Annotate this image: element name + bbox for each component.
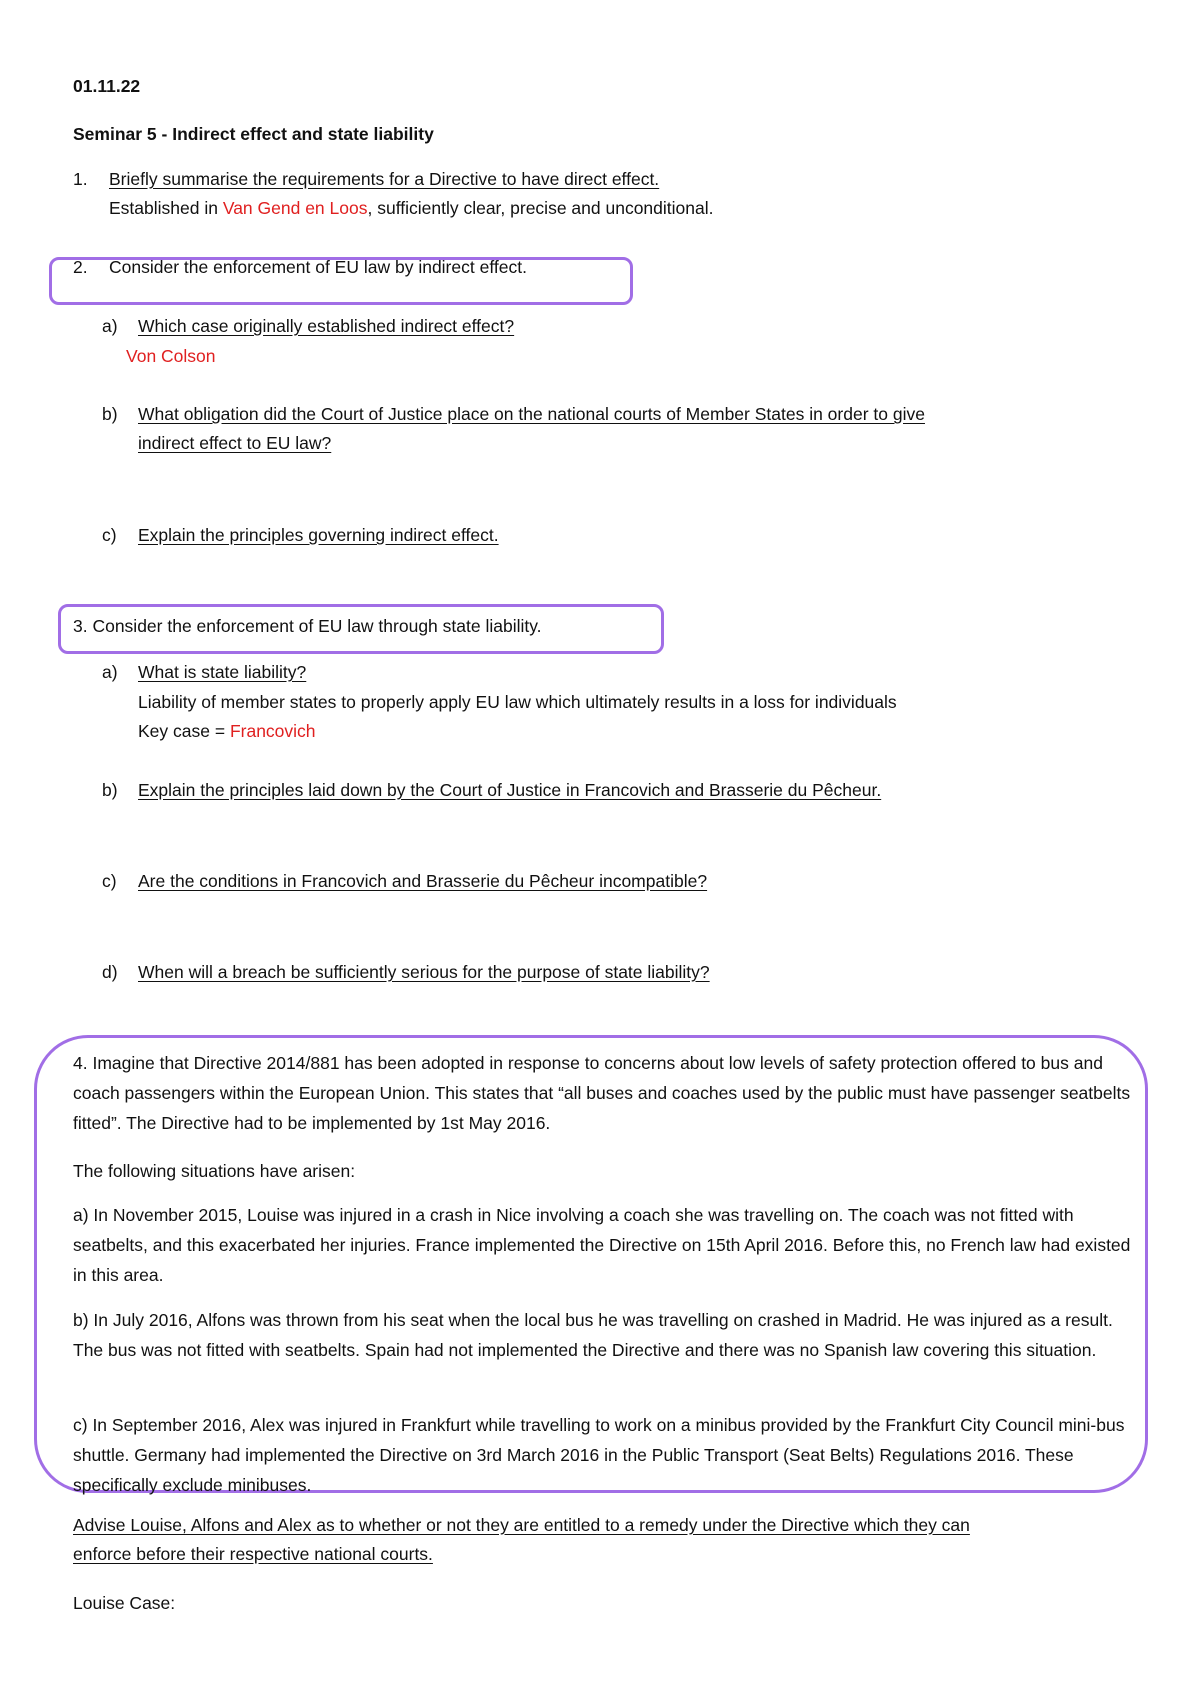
q4-advise-line2: enforce before their respective national courts. <box>73 1544 433 1564</box>
q4-situations-lead: The following situations have arisen: <box>73 1161 356 1181</box>
q1-answer <box>109 198 713 219</box>
q4-intro: 4. Imagine that Directive 2014/881 has been adopted in response to concerns about low levels of safety protection offered to bus and coach passengers within the European Union. This states that “all buses and coaches used by the public must have passenger seatbelts fitted”. The Directive had to be implemented by 1st May 2016. <box>73 1053 1131 1133</box>
q2b-label: b) <box>102 404 118 424</box>
q3d-question: When will a breach be sufficiently serious for the purpose of state liability? <box>138 962 710 982</box>
q2b-question-line2: indirect effect to EU law? <box>138 433 332 453</box>
q3c-question: Are the conditions in Francovich and Brasserie du Pêcheur incompatible? <box>138 871 708 891</box>
q3a-label: a) <box>102 662 118 682</box>
q3a-key-case <box>138 721 316 742</box>
seminar-title: Seminar 5 - Indirect effect and state liability <box>73 124 434 144</box>
q3b-label: b) <box>102 780 118 800</box>
q4-situation-b: b) In July 2016, Alfons was thrown from his seat when the local bus he was travelling on crashed in Madrid. He was injured as a result. The bus was not fitted with seatbelts. Spain had not implemented the Directive and there was no Spanish law covering this situation. <box>73 1310 1113 1360</box>
q2c-question: Explain the principles governing indirect effect. <box>138 525 499 545</box>
q1-number: 1. <box>73 169 88 189</box>
q3b-question: Explain the principles laid down by the Court of Justice in Francovich and Brasserie du Pêcheur. <box>138 780 882 800</box>
q1-answer-prefix: Established in <box>109 198 223 218</box>
q1-question: Briefly summarise the requirements for a Directive to have direct effect. <box>109 169 660 189</box>
q2-question: Consider the enforcement of EU law by indirect effect. <box>109 257 527 277</box>
q4-advise-line1: Advise Louise, Alfons and Alex as to whether or not they are entitled to a remedy under the Directive which they can <box>73 1515 970 1535</box>
q1-case-name: Van Gend en Loos <box>222 198 368 218</box>
q3a-key-prefix: Key case = <box>138 721 230 741</box>
q2c-label: c) <box>102 525 117 545</box>
q2b-question-line1: What obligation did the Court of Justice place on the national courts of Member States in order to give <box>138 404 925 424</box>
q2-number: 2. <box>73 257 88 277</box>
q3d-label: d) <box>102 962 118 982</box>
q2a-label: a) <box>102 316 118 336</box>
q1-answer-suffix: , sufficiently clear, precise and unconditional. <box>367 198 714 218</box>
q3a-answer: Liability of member states to properly apply EU law which ultimately results in a loss for individuals <box>138 692 897 712</box>
q3a-key-case-name: Francovich <box>229 721 316 741</box>
q4-situation-c: c) In September 2016, Alex was injured in Frankfurt while travelling to work on a minibus provided by the Frankfurt City Council mini-bus shuttle. Germany had implemented the Directive on 3rd March 2016 in the Public Transport (Seat Belts) Regulations 2016. These specifically exclude minibuses. <box>73 1415 1125 1495</box>
louise-case-heading: Louise Case: <box>73 1593 176 1613</box>
q4-situation-a: a) In November 2015, Louise was injured in a crash in Nice involving a coach she was travelling on. The coach was not fitted with seatbelts, and this exacerbated her injuries. France implemented the Directive on 15th April 2016. Before this, no French law had existed in this area. <box>73 1205 1131 1285</box>
q3a-question: What is state liability? <box>138 662 307 682</box>
q2a-question: Which case originally established indirect effect? <box>138 316 515 336</box>
q3-heading: 3. Consider the enforcement of EU law through state liability. <box>73 616 542 636</box>
q2a-answer: Von Colson <box>126 346 216 366</box>
q3c-label: c) <box>102 871 117 891</box>
document-date: 01.11.22 <box>73 76 141 96</box>
